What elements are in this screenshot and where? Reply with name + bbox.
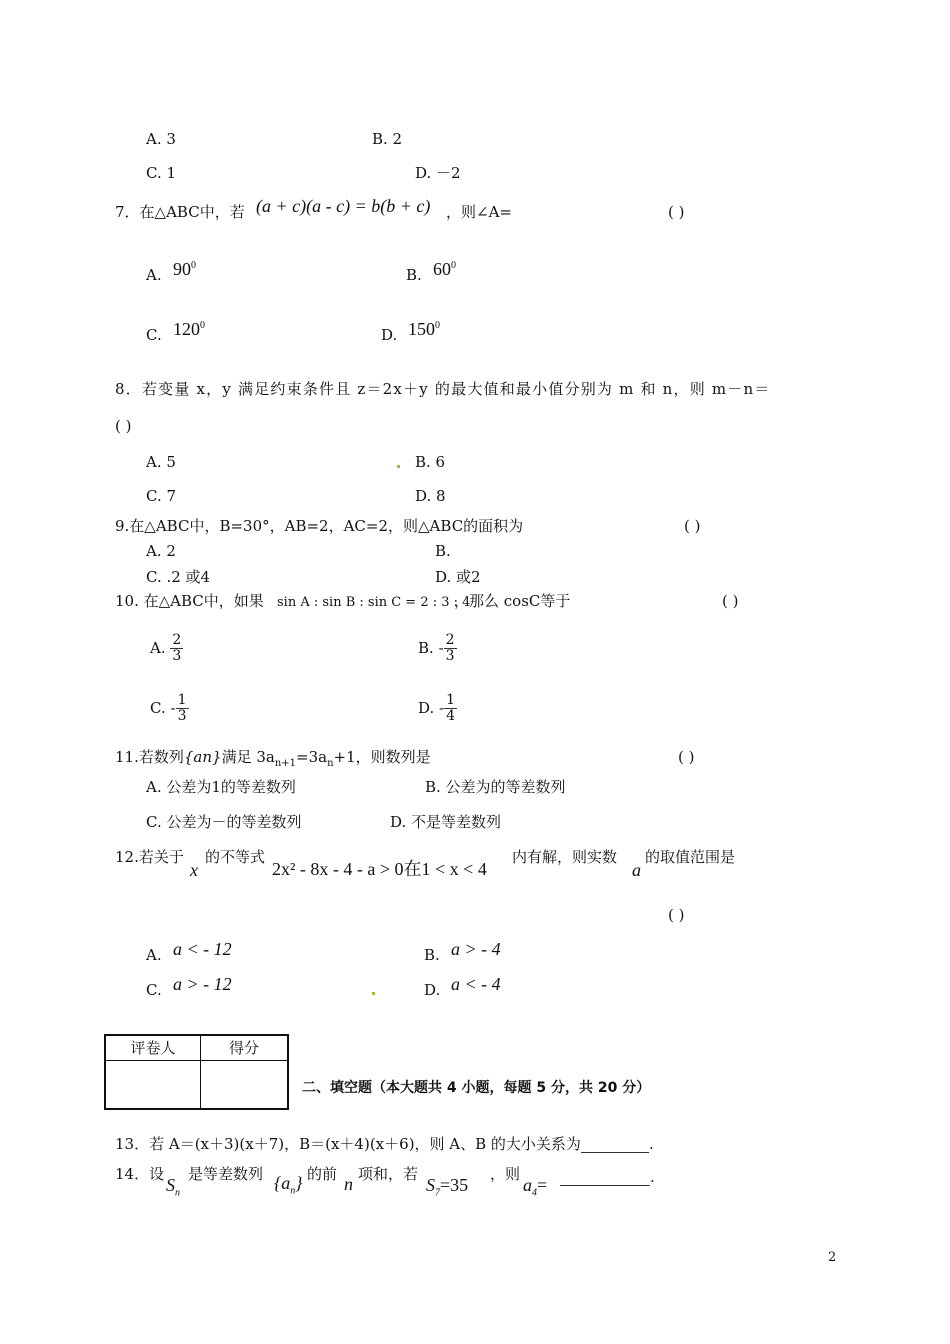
q12-stem-pre: 12.若关于	[115, 848, 184, 866]
q12-stem-mid: 的不等式	[205, 848, 266, 866]
q12-formula: 2x² - 8x - 4 - a > 0在1 < x < 4	[272, 859, 487, 879]
q7-option-d: $150^0$	[408, 319, 440, 339]
q14-answer-area: .	[560, 1170, 655, 1186]
q7-option-a: $90^0$	[173, 259, 196, 279]
section-2-title: 二、填空题（本大题共 4 小题，每题 5 分，共 20 分）	[302, 1080, 651, 1096]
q7-stem-pre: 7．在△ABC中，若	[115, 203, 245, 221]
score-table-header-grader: 评卷人	[105, 1035, 201, 1060]
q11-stem: 11.若数列{an}满足 $3a_{n+1}=3a_n+1$，则数列是	[115, 748, 431, 769]
q10-stem-pre: 10. 在△ABC中，如果	[115, 592, 264, 610]
q14-s: $S_n$	[166, 1175, 180, 1199]
q11-option-a: A. 公差为1的等差数列	[146, 778, 296, 796]
q11-option-b: B. 公差为的等差数列	[425, 778, 566, 796]
q12-stem-post: 内有解，则实数	[512, 848, 618, 866]
q12-option-b: a > - 4	[451, 939, 501, 959]
q10-option-a: A. $\frac{2}{3}$	[150, 632, 182, 665]
q12-option-a-label: A.	[146, 946, 162, 964]
q12-var-a: a	[632, 860, 641, 880]
q10-stem-post: ，那么 cosC等于	[454, 592, 571, 610]
speck-mark	[372, 992, 375, 995]
q14-answer-blank[interactable]	[560, 1170, 650, 1186]
q14-a4: $a_4=$	[523, 1175, 548, 1199]
q12-stem-end: 的取值范围是	[645, 848, 736, 866]
q14-n: n	[344, 1174, 353, 1194]
q10-option-b: B. - $\frac{2}{3}$	[418, 632, 455, 665]
q10-formula: sin A : sin B : sin C = 2 : 3 : 4	[277, 595, 471, 610]
q6-option-d: D. －2	[415, 164, 461, 182]
q7-option-b: $60^0$	[433, 259, 456, 279]
q14-mid2: 的前	[307, 1165, 338, 1183]
q8-stem: 8．若变量 x，y 满足约束条件且 z＝2x＋y 的最大值和最小值分别为 m 和 n，则 m－n＝	[115, 380, 771, 398]
q14-mid1: 是等差数列	[188, 1165, 264, 1183]
q7-option-c: $120^0$	[173, 319, 205, 339]
speck-mark	[397, 465, 400, 468]
q9-option-c: C. .2 或4	[146, 568, 211, 586]
q8-option-c: C. 7	[146, 487, 177, 505]
q8-option-a: A. 5	[146, 453, 176, 471]
q6-option-b: B. 2	[372, 130, 403, 148]
q10-option-c: C. - $\frac{1}{3}$	[150, 692, 187, 725]
q8-option-b: B. 6	[415, 453, 446, 471]
q7-stem-post: ，则∠A=	[446, 203, 512, 221]
q14-s7: $S_7=35$	[426, 1175, 469, 1199]
q11-option-d: D. 不是等差数列	[390, 813, 502, 831]
q7-option-a-label: A.	[146, 266, 162, 284]
q9-option-a: A. 2	[146, 542, 176, 560]
q6-option-c: C. 1	[146, 164, 177, 182]
score-table-cell-grader[interactable]	[105, 1060, 201, 1109]
q12-option-c: a > - 12	[173, 974, 232, 994]
q7-answer-paren: ( )	[668, 203, 685, 221]
q7-option-c-label: C.	[146, 326, 162, 344]
q12-option-b-label: B.	[424, 946, 440, 964]
q6-option-a: A. 3	[146, 130, 176, 148]
q14-mid4: ，则	[490, 1165, 521, 1183]
q8-option-d: D. 8	[415, 487, 446, 505]
q7-option-d-label: D.	[381, 326, 398, 344]
q12-option-a: a < - 12	[173, 939, 232, 959]
q11-option-c: C. 公差为－的等差数列	[146, 813, 302, 831]
score-table-header-score: 得分	[201, 1035, 289, 1060]
q9-stem: 9.在△ABC中，B=30°，AB=2，AC=2，则△ABC的面积为	[115, 517, 524, 535]
q12-answer-paren: ( )	[668, 906, 685, 924]
q13-answer-blank[interactable]	[581, 1137, 649, 1153]
q12-var-x: x	[190, 860, 198, 880]
q8-answer-paren: ( )	[115, 417, 132, 435]
q12-option-d: a < - 4	[451, 974, 501, 994]
q7-formula: (a + c)(a - c) = b(b + c)	[256, 196, 431, 216]
q14-mid3: 项和，若	[358, 1165, 419, 1183]
q9-option-d: D. 或2	[435, 568, 481, 586]
q13-stem: 13．若 A＝(x＋3)(x＋7)，B＝(x＋4)(x＋6)，则 A、B 的大小关系为 .	[115, 1135, 654, 1153]
page-number: 2	[828, 1250, 837, 1265]
q11-answer-paren: ( )	[678, 748, 695, 766]
score-table-cell-score[interactable]	[201, 1060, 289, 1109]
q9-answer-paren: ( )	[684, 517, 701, 535]
q7-option-b-label: B.	[406, 266, 422, 284]
q10-answer-paren: ( )	[722, 592, 739, 610]
q12-option-c-label: C.	[146, 981, 162, 999]
score-table	[104, 1034, 289, 1110]
q10-option-d: D. - $\frac{1}{4}$	[418, 692, 456, 725]
q9-option-b: B.	[435, 542, 451, 560]
q14-pre: 14．设	[115, 1165, 165, 1183]
q14-seq: $\{a_n\}$	[274, 1173, 303, 1197]
q12-option-d-label: D.	[424, 981, 441, 999]
